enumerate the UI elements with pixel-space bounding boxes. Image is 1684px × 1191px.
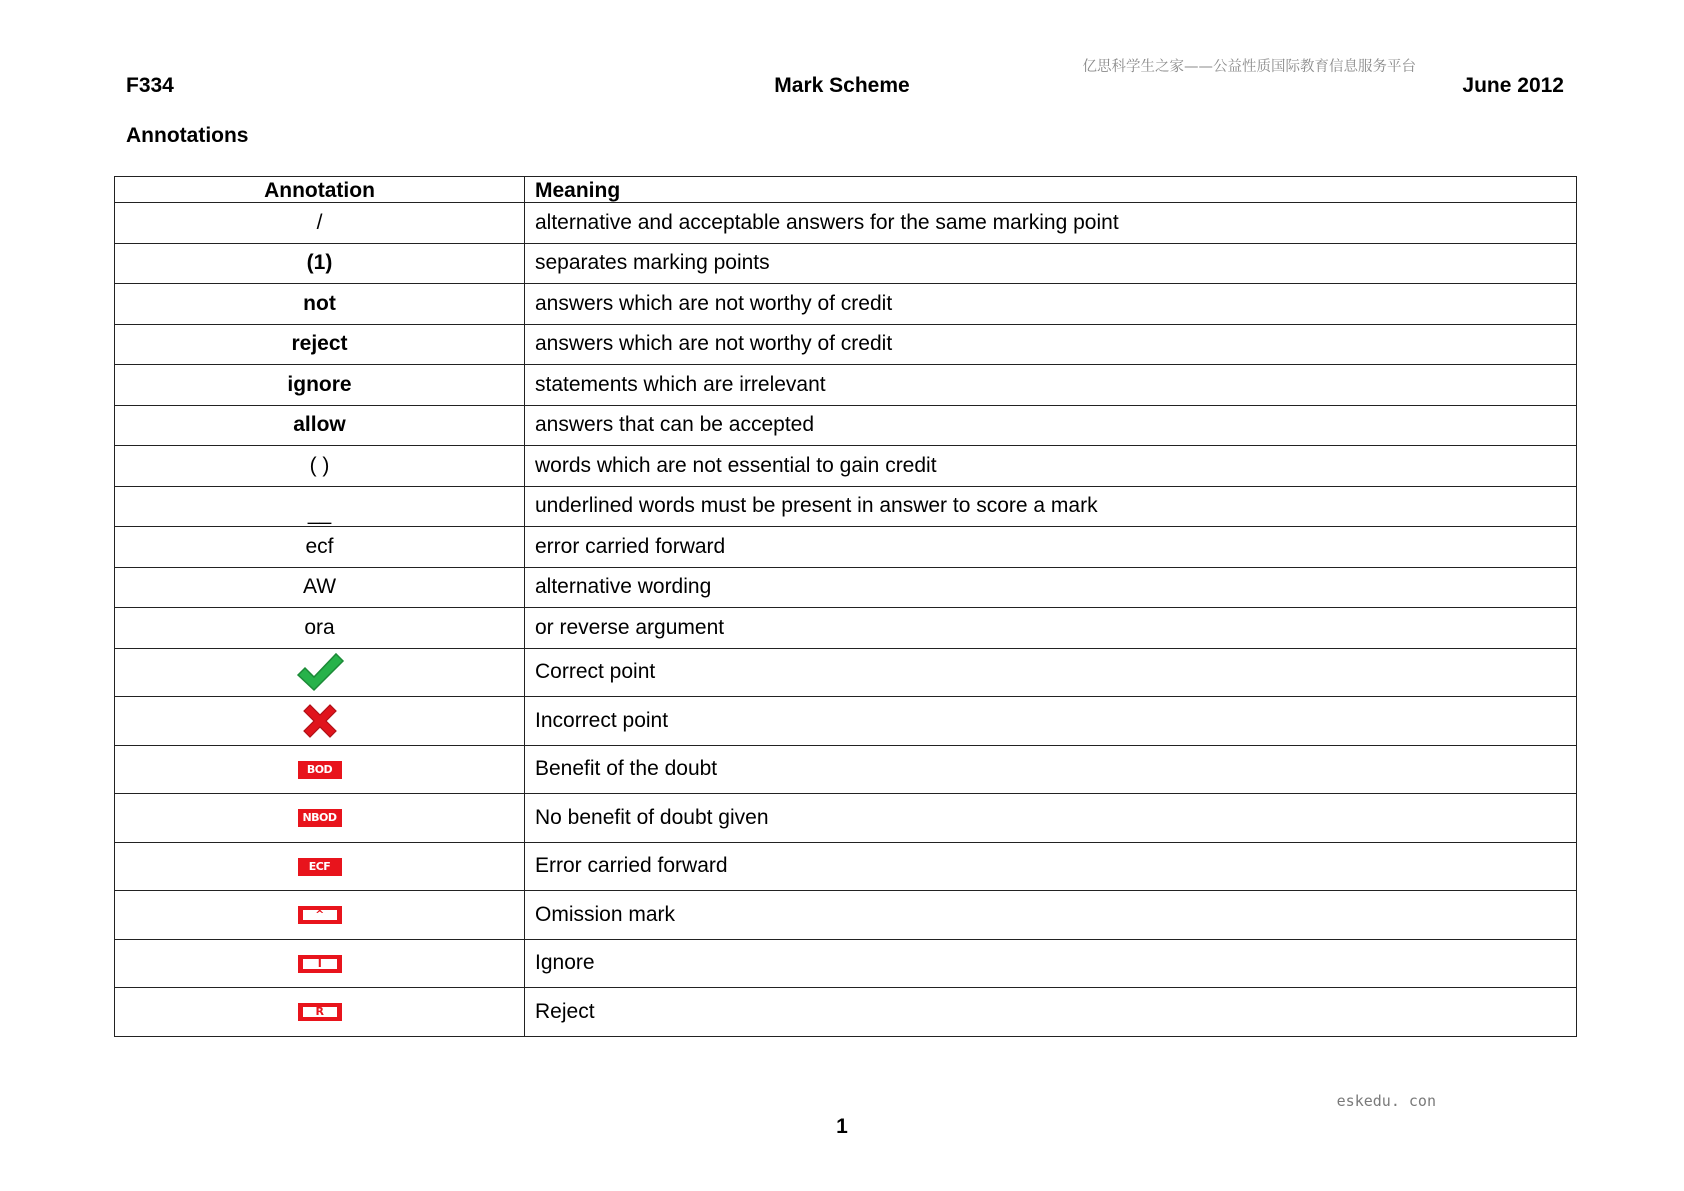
annotation-symbol: AW <box>115 567 525 608</box>
annotation-symbol <box>115 697 525 746</box>
table-row <box>115 608 1577 649</box>
column-header-annotation: Annotation <box>115 177 525 203</box>
table-row <box>115 794 1577 843</box>
omission-stamp-icon: ^ <box>298 906 342 924</box>
table-row <box>115 405 1577 446</box>
table-row <box>115 891 1577 940</box>
bod-stamp-icon: BOD <box>298 761 342 779</box>
annotation-meaning: error carried forward <box>525 527 1577 568</box>
green-tick-icon <box>295 651 345 693</box>
annotation-symbol: ora <box>115 608 525 649</box>
table-row <box>115 567 1577 608</box>
column-header-meaning: Meaning <box>525 177 1577 203</box>
annotation-symbol <box>115 891 525 940</box>
watermark-top: 亿思科学生之家——公益性质国际教育信息服务平台 <box>1082 59 1416 75</box>
annotation-meaning: Correct point <box>525 648 1577 697</box>
annotation-symbol: allow <box>115 405 525 446</box>
annotation-symbol: ecf <box>115 527 525 568</box>
table-row <box>115 842 1577 891</box>
watermark-bottom: eskedu. con <box>1336 1092 1436 1110</box>
table-row <box>115 745 1577 794</box>
annotation-symbol <box>115 794 525 843</box>
annotation-symbol <box>115 745 525 794</box>
table-row <box>115 527 1577 568</box>
table-header-row <box>115 177 1577 203</box>
annotation-meaning: alternative and acceptable answers for the same marking point <box>525 203 1577 244</box>
annotation-meaning: Reject <box>525 988 1577 1037</box>
paper-code: F334 <box>126 74 174 97</box>
table-row <box>115 697 1577 746</box>
annotation-symbol <box>115 648 525 697</box>
annotation-meaning: No benefit of doubt given <box>525 794 1577 843</box>
document-title: Mark Scheme <box>774 74 910 97</box>
annotation-meaning: underlined words must be present in answer to score a mark <box>525 486 1577 527</box>
annotation-symbol <box>115 486 525 527</box>
annotation-meaning: Benefit of the doubt <box>525 745 1577 794</box>
table-row <box>115 324 1577 365</box>
table-row <box>115 988 1577 1037</box>
annotations-table <box>114 176 1577 1037</box>
annotation-symbol <box>115 988 525 1037</box>
red-cross-icon <box>300 701 340 741</box>
annotation-symbol: reject <box>115 324 525 365</box>
annotation-meaning: answers that can be accepted <box>525 405 1577 446</box>
table-row <box>115 203 1577 244</box>
annotation-meaning: alternative wording <box>525 567 1577 608</box>
nbod-stamp-icon: NBOD <box>298 809 342 827</box>
annotation-meaning: answers which are not worthy of credit <box>525 324 1577 365</box>
underline-symbol: __ <box>307 502 332 526</box>
exam-date: June 2012 <box>1462 74 1564 97</box>
page-number: 1 <box>836 1115 848 1138</box>
annotation-meaning: words which are not essential to gain credit <box>525 446 1577 487</box>
table-row <box>115 446 1577 487</box>
annotation-meaning: Ignore <box>525 939 1577 988</box>
annotation-symbol <box>115 939 525 988</box>
annotation-meaning: Incorrect point <box>525 697 1577 746</box>
reject-stamp-icon: R <box>298 1003 342 1021</box>
table-row <box>115 243 1577 284</box>
ignore-stamp-icon: I <box>298 955 342 973</box>
ecf-stamp-icon: ECF <box>298 858 342 876</box>
annotation-symbol: / <box>115 203 525 244</box>
annotation-meaning: or reverse argument <box>525 608 1577 649</box>
annotation-meaning: statements which are irrelevant <box>525 365 1577 406</box>
table-row <box>115 284 1577 325</box>
annotation-symbol <box>115 842 525 891</box>
annotation-meaning: Error carried forward <box>525 842 1577 891</box>
table-row <box>115 648 1577 697</box>
annotation-meaning: separates marking points <box>525 243 1577 284</box>
table-row <box>115 939 1577 988</box>
annotation-symbol: not <box>115 284 525 325</box>
table-row <box>115 365 1577 406</box>
section-title: Annotations <box>126 124 249 147</box>
annotation-symbol: (1) <box>115 243 525 284</box>
annotation-symbol: ( ) <box>115 446 525 487</box>
table-row <box>115 486 1577 527</box>
annotation-meaning: Omission mark <box>525 891 1577 940</box>
annotation-meaning: answers which are not worthy of credit <box>525 284 1577 325</box>
annotation-symbol: ignore <box>115 365 525 406</box>
